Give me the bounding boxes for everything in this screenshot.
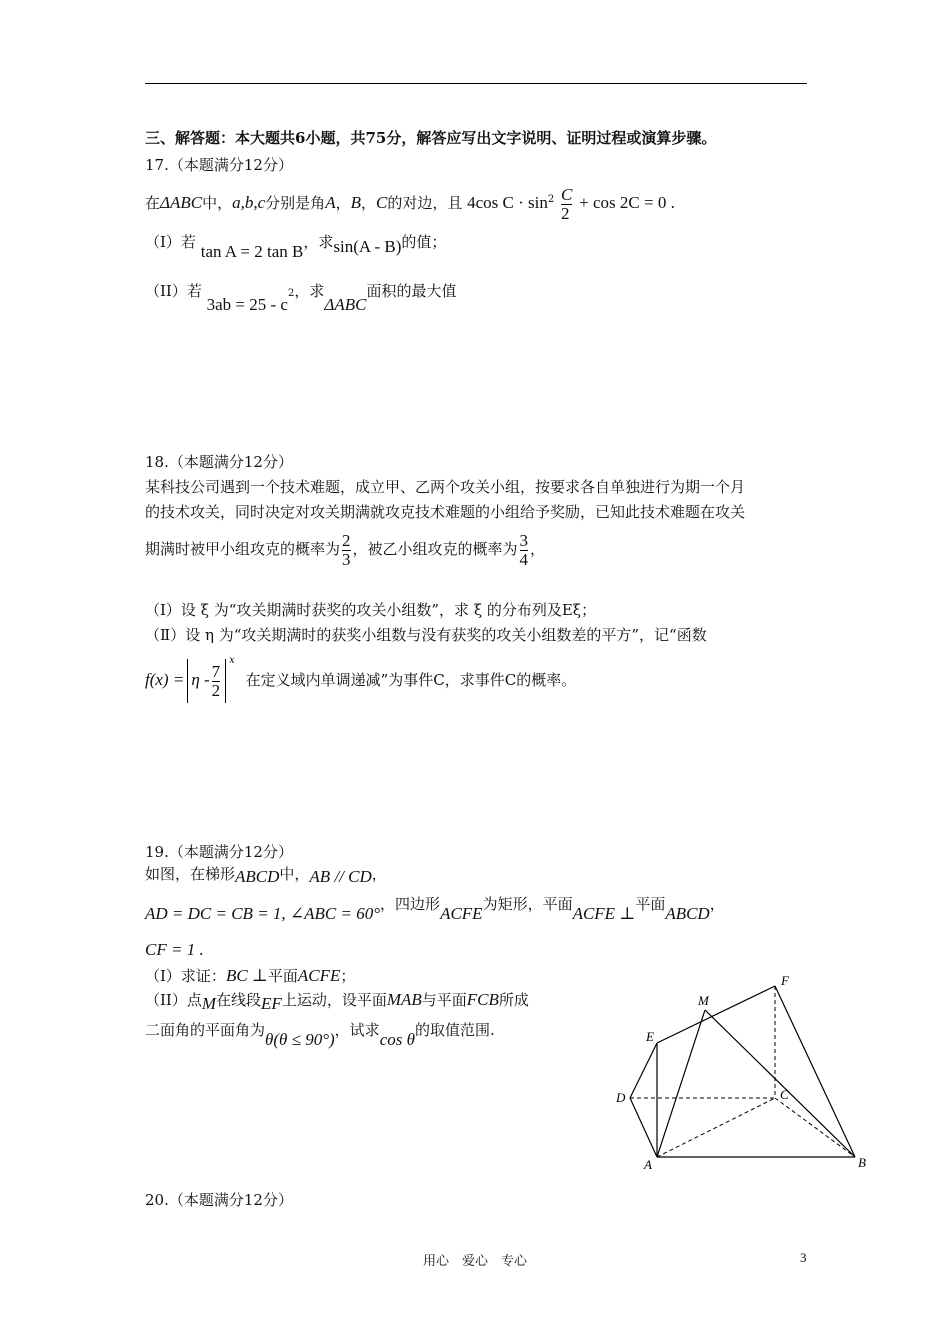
q17-stem-text-c: 分别是角 [265,194,326,212]
q18-line3 [145,525,545,573]
q17-sep2: ， [360,194,376,212]
q17-part2 [145,278,457,314]
q19-p3-text-b: ，试求 [334,1021,380,1039]
edge-DE [630,1043,657,1098]
q18-f3-num: 7 [211,661,221,681]
q18-frac-yi [520,532,529,569]
q17-eq-exp: 2 [547,194,555,205]
page-number: 3 [800,1250,807,1265]
q19-l1-text-b: 中， [279,865,310,883]
q17-angle-c: C [376,193,388,212]
q19-p1-eq: BC ⊥ [225,966,268,985]
q18-f1-num: 2 [342,530,351,550]
q19-p1-acfe: ACFE [297,966,341,985]
q19-p2-fcb: FCB [466,990,499,1009]
q17-p1-text-a: （I）若 [145,233,196,251]
q20-header: 20.（本题满分12分） [145,1191,293,1209]
q19-p3-text-c: 的取值范围. [414,1021,495,1039]
q19-p2-text-e: 所成 [498,991,529,1009]
q18-f3-den: 2 [211,680,221,700]
edge-AC [657,1098,775,1157]
q17-stem-text-d: 的对边，且 [387,194,463,212]
q17-p2-text-b: ，求 [294,282,325,300]
q19-l2-perp: ACFE ⊥ [572,904,636,923]
q18-part2: （Ⅱ）设 η 为“攻关期满时的获奖小组数与没有获奖的攻关小组数差的平方”，记“函数 [145,626,707,644]
q19-l2-text-d: ， [709,895,725,913]
label-B: B [858,1155,866,1170]
q18-f2-num: 3 [519,530,529,550]
q19-p2-m: M [201,994,217,1013]
q19-line1 [145,864,387,884]
q17-part1 [145,232,447,261]
label-E: E [646,1029,654,1044]
edge-FB [775,986,855,1157]
q19-l1-text-c: ， [371,865,387,883]
q17-p1-text-c: 的值； [401,233,447,251]
q18-f1-den: 3 [342,549,351,569]
q18-eta: η - [191,670,210,689]
q17-stem-text-b: 中， [202,194,233,212]
q18-line1: 某科技公司遇到一个技术难题，成立甲、乙两个攻关小组，按要求各自单独进行为期一个月 [145,478,746,496]
edge-MB [705,1010,855,1157]
q17-sep1: ， [335,194,351,212]
trapezoid-rectangle-figure [600,965,890,1175]
label-F: F [781,973,789,988]
q18-part1: （Ⅰ）设 ξ 为“攻关期满时获奖的攻关小组数”，求 ξ 的分布列及Eξ； [145,601,597,619]
q18-abs-left [187,659,188,703]
q19-p2-ef: EF [261,994,282,1013]
q19-l1-parallel: AB // CD [309,867,372,886]
page-footer: 用心 爱心 专心 [422,1254,527,1269]
q19-part1 [145,966,355,986]
q19-header: 19.（本题满分12分） [145,843,293,861]
q18-function [145,653,576,704]
q19-part2 [145,990,529,1013]
header-rule [145,83,807,84]
q17-stem [145,180,675,223]
q18-fx-exp: x [229,655,235,666]
q18-fx: f(x) = [145,670,185,689]
q17-frac-den: 2 [561,204,572,223]
q17-p2-text-c: 面积的最大值 [366,282,457,300]
q17-p2-triangle: ΔABC [324,295,367,314]
edge-EF [657,986,775,1043]
q19-p2-text-b: 在线段 [216,991,262,1009]
q18-header: 18.（本题满分12分） [145,453,293,471]
q19-p1-text-a: （I）求证： [145,967,226,985]
q18-f2-den: 4 [519,549,529,569]
q17-sides: a,b,c [232,193,266,212]
q19-p3-cos: cos θ [379,1030,415,1049]
q18-l3-text-b: ，被乙小组攻克的概率为 [352,540,518,558]
q19-p2-text-c: 上运动，设平面 [281,991,387,1009]
q17-p2-text-a: （II）若 [145,282,202,300]
q17-p2-exp: 2 [287,288,295,299]
q18-line2: 的技术攻关，同时决定对攻关期满就攻克技术难题的小组给予奖励，已知此技术难题在攻关 [145,503,746,521]
q17-triangle: ΔABC [160,193,203,212]
q18-frac-jia [342,532,351,569]
q17-header: 17.（本题满分12分） [145,156,293,174]
edge-DA [630,1098,657,1157]
q17-eq-part2: + cos 2C = 0 . [579,193,675,212]
q19-p3-text-a: 二面角的平面角为 [145,1021,266,1039]
q18-l3-text-c: ， [530,540,546,558]
q19-l2-eq: AD = DC = CB = 1, ∠ABC = 60° [145,904,381,923]
q19-p2-mab: MAB [386,990,422,1009]
q17-angle-a: A [325,193,336,212]
q19-line3: CF = 1 . [145,940,204,959]
q17-eq-part1: 4cos C · sin [467,193,548,212]
label-A: A [644,1157,652,1172]
q19-l2-text-c: 平面 [635,895,666,913]
q17-p2-eq: 3ab = 25 - c [206,295,288,314]
q19-l1-abcd: ABCD [235,867,280,886]
label-M: M [698,993,709,1008]
section-title: 三、解答题：本大题共6小题，共75分，解答应写出文字说明、证明过程或演算步骤。 [145,129,717,147]
edge-CB [775,1098,855,1157]
q19-l1-text-a: 如图，在梯形 [145,865,236,883]
label-C: C [780,1087,789,1102]
q18-abs-right [225,659,226,703]
q19-p2-text-a: （II）点 [145,991,202,1009]
q19-l2-text-a: ，四边形 [380,895,441,913]
q19-l2-text-b: 为矩形，平面 [482,895,573,913]
q18-l3-text-a: 期满时被甲小组攻克的概率为 [145,540,341,558]
q17-p1-text-b: ，求 [303,233,334,251]
label-D: D [616,1090,626,1105]
q17-p1-eq1: tan A = 2 tan B [200,242,304,261]
q17-fraction [561,186,572,223]
q19-p2-text-d: 与平面 [421,991,467,1009]
q17-frac-num: C [561,184,573,204]
q17-stem-text-a: 在 [145,194,161,212]
q19-l2-abcd: ABCD [665,904,710,923]
q17-p1-eq2: sin(A - B) [333,237,402,256]
q18-part2-cont: 在定义域内单调递减”为事件C，求事件C的概率。 [245,671,577,689]
q17-angle-b: B [350,193,361,212]
q19-p1-text-c: ； [340,967,356,985]
q19-line2 [145,894,725,923]
q18-frac-seven-half [212,663,221,700]
q19-part2-cont [145,1020,495,1049]
q19-p3-theta: θ(θ ≤ 90°) [265,1030,335,1049]
q19-l2-acfe: ACFE [440,904,483,923]
q19-p1-text-b: 平面 [267,967,298,985]
